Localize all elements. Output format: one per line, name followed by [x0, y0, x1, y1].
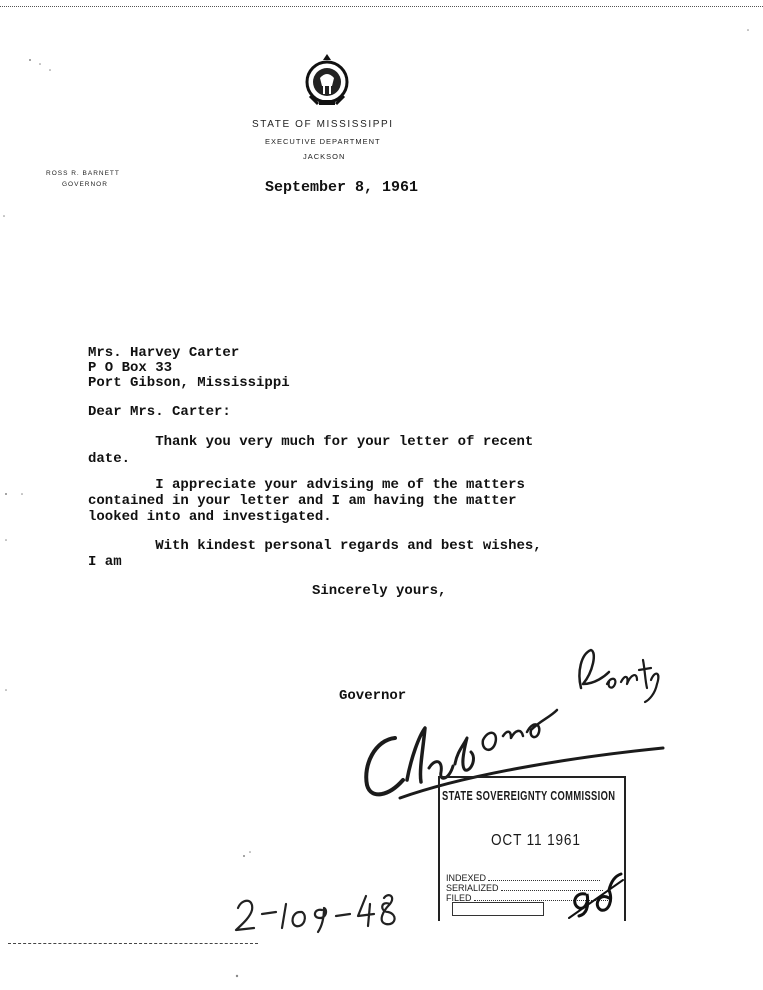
body-line: With kindest personal regards and best wishes,: [88, 538, 542, 554]
closing: Sincerely yours,: [312, 583, 447, 599]
body-line: I appreciate your advising me of the matters: [88, 477, 525, 493]
stamp-indexed-label: INDEXED: [446, 873, 487, 883]
stamp-title: STATE SOVEREIGNTY COMMISSION: [442, 788, 616, 803]
letterhead-city: JACKSON: [303, 152, 346, 161]
stamp-date: OCT 11 1961: [491, 832, 581, 849]
body-line: contained in your letter and I am having the matter: [88, 493, 517, 509]
letterhead-department: EXECUTIVE DEPARTMENT: [265, 137, 381, 146]
letter-date: September 8, 1961: [265, 179, 419, 196]
body-line: date.: [88, 451, 131, 467]
handwritten-file-number: [232, 886, 402, 936]
recipient-line: Port Gibson, Mississippi: [88, 375, 290, 391]
recipient-line: P O Box 33: [88, 360, 173, 376]
stamp-box: [452, 902, 544, 916]
body-line: looked into and investigated.: [88, 509, 332, 525]
stamp-initials: [565, 872, 627, 920]
governor-name: ROSS R. BARNETT: [46, 170, 120, 177]
stamp-serialized-label: SERIALIZED: [446, 883, 499, 893]
letterhead-state: STATE OF MISSISSIPPI: [252, 119, 394, 130]
page-top-edge: [0, 0, 763, 7]
governor-title: GOVERNOR: [62, 181, 108, 188]
signature-title: Governor: [339, 688, 407, 704]
body-line: Thank you very much for your letter of recent: [88, 434, 534, 450]
body-line: I am: [88, 554, 122, 570]
stamp-filed-label: FILED: [446, 893, 472, 903]
page-bottom-edge: [8, 943, 258, 944]
recipient-line: Mrs. Harvey Carter: [88, 345, 240, 361]
state-seal-icon: [302, 52, 352, 108]
salutation: Dear Mrs. Carter:: [88, 404, 231, 420]
